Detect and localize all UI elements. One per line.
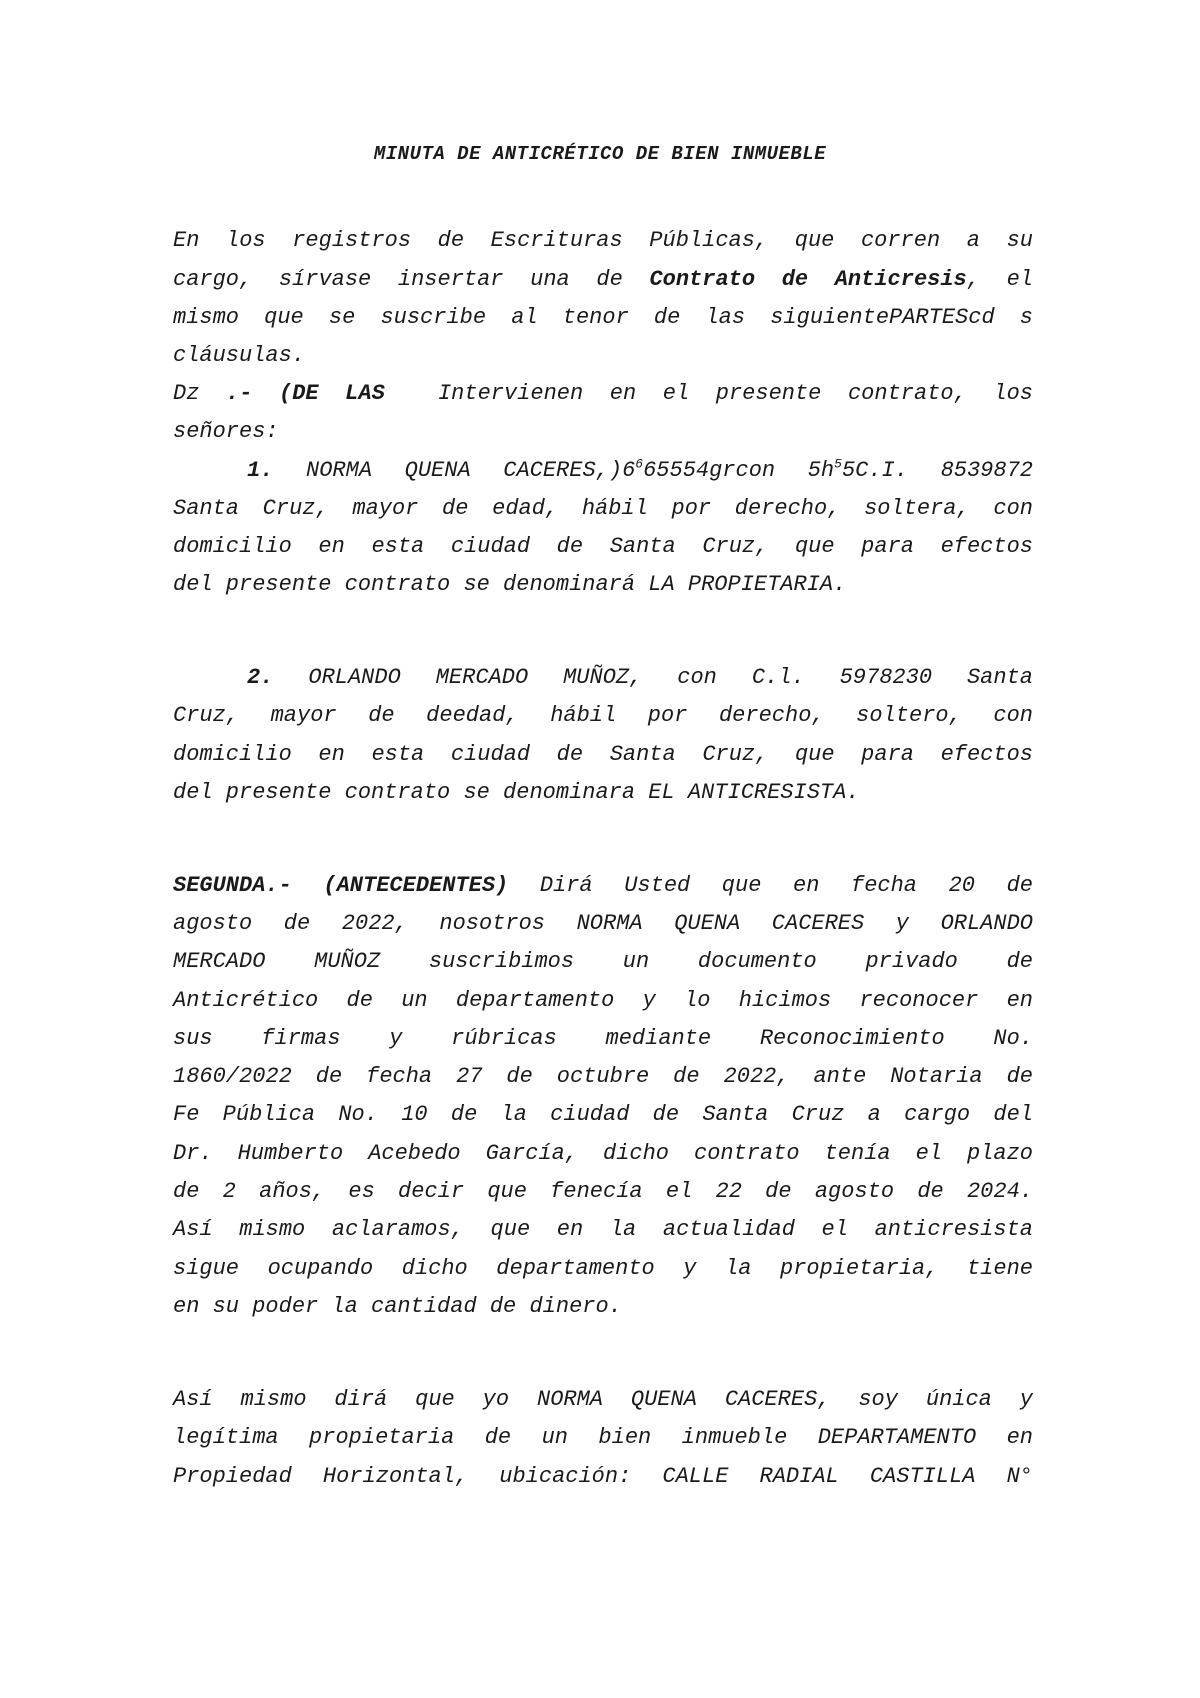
clause-primera-line-2: señores: xyxy=(173,419,279,444)
clause-primera-line-1 xyxy=(173,379,1033,409)
clause-primera-rest: Intervienen en el presente contrato, los xyxy=(384,381,1033,406)
party-1-number: 1. xyxy=(247,458,274,483)
party-2-line-3: domicilio en esta ciudad de Santa Cruz, que para efectos xyxy=(173,742,1033,767)
party-1-sup-2: 5 xyxy=(834,456,842,472)
contract-name: Contrato de Anticresis xyxy=(649,267,967,292)
clause-segunda-line: en su poder la cantidad de dinero. xyxy=(173,1294,622,1319)
intro-line-2-b: , el xyxy=(966,267,1033,292)
party-1-text-b: 65554grcon 5h xyxy=(643,458,835,483)
party-1-name: NORMA QUENA CACERES,)6 xyxy=(273,458,636,483)
clause-segunda-line: sigue ocupando dicho departamento y la propietaria, tiene xyxy=(173,1256,1033,1281)
clause-primera-prefix: Dz xyxy=(173,381,226,406)
party-2-line-1 xyxy=(247,663,1033,693)
clause-segunda-line: Así mismo aclaramos, que en la actualidad el anticresista xyxy=(173,1217,1033,1242)
party-2-line-4: del presente contrato se denominara EL ANTICRESISTA. xyxy=(173,780,860,805)
clause-segunda-line: MERCADO MUÑOZ suscribimos un documento privado de xyxy=(173,949,1033,974)
final-paragraph-line: legítima propietaria de un bien inmueble DEPARTAMENTO en xyxy=(173,1425,1033,1450)
party-1-line-3: domicilio en esta ciudad de Santa Cruz, que para efectos xyxy=(173,534,1033,559)
clause-segunda-line: de 2 años, es decir que fenecía el 22 de agosto de 2024. xyxy=(173,1179,1033,1204)
party-1-id: 5C.I. 8539872 xyxy=(841,458,1033,483)
clause-segunda-line: agosto de 2022, nosotros NORMA QUENA CACERES y ORLANDO xyxy=(173,911,1033,936)
party-2-number: 2. xyxy=(247,665,274,690)
clause-segunda-line: Anticrético de un departamento y lo hicimos reconocer en xyxy=(173,988,1033,1013)
clause-segunda-heading: SEGUNDA.- (ANTECEDENTES) xyxy=(173,873,509,898)
clause-segunda-line: 1860/2022 de fecha 27 de octubre de 2022, ante Notaria de xyxy=(173,1064,1033,1089)
final-paragraph-line: Propiedad Horizontal, ubicación: CALLE RADIAL CASTILLA N° xyxy=(173,1464,1033,1489)
clause-segunda-line: sus firmas y rúbricas mediante Reconocimiento No. xyxy=(173,1026,1033,1051)
document-title: MINUTA DE ANTICRÉTICO DE BIEN INMUEBLE xyxy=(373,143,827,165)
intro-line-4: cláusulas. xyxy=(173,343,306,368)
party-1-sup-1: 6 xyxy=(635,456,644,472)
clause-segunda-rest: Dirá Usted que en fecha 20 de xyxy=(508,873,1033,898)
clause-primera-heading: .- (DE LAS xyxy=(226,381,385,406)
intro-line-3: mismo que se suscribe al tenor de las siguientePARTEScd s xyxy=(173,305,1033,330)
party-1-line-1 xyxy=(247,456,1033,486)
intro-line-2-a: cargo, sírvase insertar una de xyxy=(173,267,650,292)
intro-line-1: En los registros de Escrituras Públicas, que corren a su xyxy=(173,228,1033,253)
party-2-name: ORLANDO MERCADO MUÑOZ, con C.l. 5978230 Santa xyxy=(273,665,1033,690)
intro-line-2 xyxy=(173,265,1033,295)
final-paragraph-line: Así mismo dirá que yo NORMA QUENA CACERES, soy única y xyxy=(173,1387,1033,1412)
clause-segunda-line: Dr. Humberto Acebedo García, dicho contrato tenía el plazo xyxy=(173,1141,1033,1166)
party-1-line-4: del presente contrato se denominará LA PROPIETARIA. xyxy=(173,572,847,597)
party-1-line-2: Santa Cruz, mayor de edad, hábil por derecho, soltera, con xyxy=(173,496,1033,521)
party-2-line-2: Cruz, mayor de deedad, hábil por derecho, soltero, con xyxy=(173,703,1033,728)
clause-segunda-line-1 xyxy=(173,871,1033,901)
clause-segunda-line: Fe Pública No. 10 de la ciudad de Santa Cruz a cargo del xyxy=(173,1102,1033,1127)
